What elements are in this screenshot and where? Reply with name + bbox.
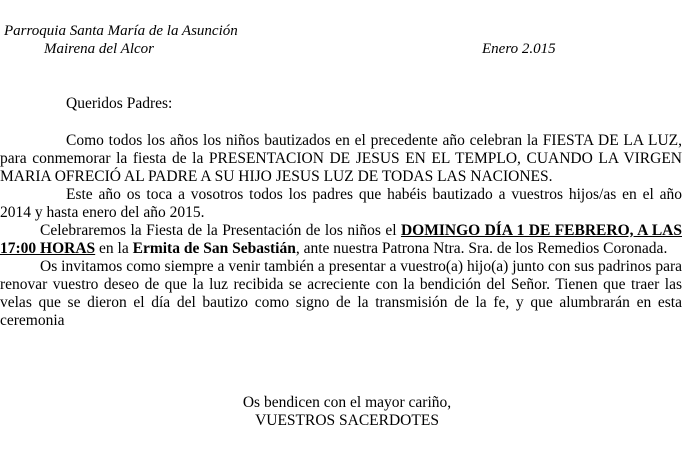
paragraph-invitation: Os invitamos como siempre a venir también a presentar a vuestro(a) hijo(a) junto con sus padrinos para renovar vuestro deseo de que la luz recibida se acreciente con la bendición del Señor. Tienen que traer las velas que se dieron el día del bautizo como signo de la transmisión de la fe, y que alumbrarán en esta ceremonia xyxy=(0,258,682,329)
paragraph-parents: Este año os toca a vosotros todos los padres que habéis bautizado a vuestros hijos/as en el año 2014 y hasta enero del año 2015. xyxy=(0,186,682,221)
town-name: Mairena del Alcor xyxy=(44,41,154,57)
paragraph-intro: Como todos los años los niños bautizados en el precedente año celebran la FIESTA DE LA LUZ, para conmemorar la fiesta de la PRESENTACION DE JESUS EN EL TEMPLO, CUANDO LA VIRGEN MARIA OFRECIÓ AL PADRE A SU HIJO JESUS LUZ DE TODAS LAS NACIONES. xyxy=(0,132,682,185)
celebration-date: DOMINGO DÍA 1 DE FEBRERO, A LAS 17:00 HORAS xyxy=(0,222,682,257)
letter-date: Enero 2.015 xyxy=(482,41,556,57)
celebration-text-a: Celebraremos la Fiesta de la Presentación de los niños el xyxy=(40,222,401,239)
letter-body xyxy=(0,132,682,330)
closing-blessing: Os bendicen con el mayor cariño, xyxy=(242,394,452,411)
closing-signature: VUESTROS SACERDOTES xyxy=(255,412,439,429)
greeting xyxy=(0,95,682,113)
celebration-text-c: , ante nuestra Patrona Ntra. Sra. de los Remedios Coronada. xyxy=(295,240,668,257)
greeting-text: Queridos Padres: xyxy=(66,95,173,112)
paragraph-celebration xyxy=(0,222,682,258)
celebration-text-b: en la xyxy=(95,240,133,257)
celebration-place: Ermita de San Sebastián xyxy=(132,240,296,257)
parish-name: Parroquia Santa María de la Asunción xyxy=(4,23,238,39)
